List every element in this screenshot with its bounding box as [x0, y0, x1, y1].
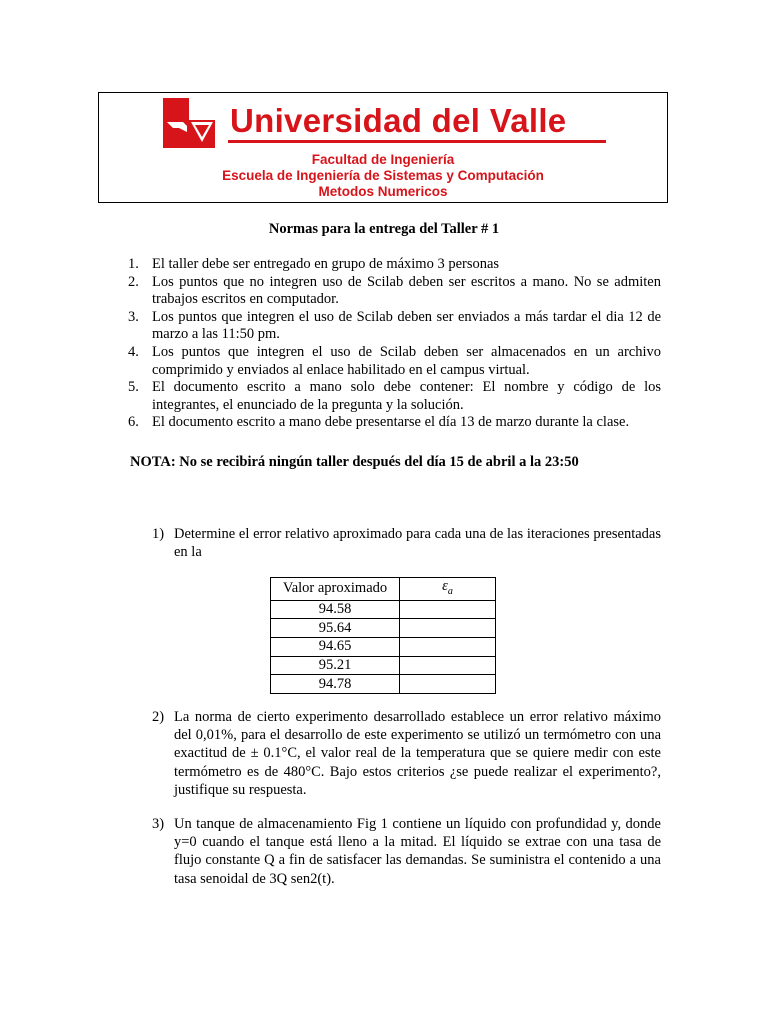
univalle-logo-icon [163, 98, 215, 148]
table-header-row [271, 578, 496, 601]
list-item: 2. Los puntos que no integren uso de Scilab deben ser escritos a mano. No se admiten trabajos escritos en computador. [128, 273, 661, 308]
list-item: 3. Los puntos que integren el uso de Scilab deben ser enviados a más tardar el dia 12 de marzo a las 11:50 pm. [128, 308, 661, 343]
question-2: 2) La norma de cierto experimento desarrollado establece un error relativo máximo del 0,01%, para el desarrollo de este experimento se utilizó un termómetro con una exactitud de ± 0.1°C, el valor real de la temperatura que se quiere medir con este termómetro es de 480°C. Bajo estos criterios ¿se puede realizar el experimento?, justifique su respuesta. [152, 709, 661, 798]
table-row: 94.58 [271, 600, 496, 619]
list-item: 4. Los puntos que integren el uso de Scilab deben ser almacenados en un archivo comprimido y enviados al enlace habilitado en el campus virtual. [128, 343, 661, 378]
table-row: 95.21 [271, 656, 496, 675]
list-item: 5. El documento escrito a mano solo debe contener: El nombre y código de los integrantes, el enunciado de la pregunta y la solución. [128, 379, 661, 413]
question-3: 3) Un tanque de almacenamiento Fig 1 contiene un líquido con profundidad y, donde y=0 cuando el tanque está lleno a la mitad. El líquido se extrae con una tasa de flujo constante Q a fin de satisfacer las demandas. Se suministra el contenido a una tasa senoidal de 3Q sen2(t). [152, 816, 661, 887]
faculty-name: Facultad de Ingeniería [311, 152, 455, 167]
table-row: 94.65 [271, 638, 496, 657]
list-item: 6. El documento escrito a mano debe presentarse el día 13 de marzo durante la clase. [128, 414, 630, 431]
university-name: Universidad del Valle [230, 102, 567, 139]
question-1: 1) Determine el error relativo aproximado para cada una de las iteraciones presentadas en la [152, 526, 661, 561]
column-header-error: $\varepsilon_a$ [400, 578, 496, 601]
page-title: Normas para la entrega del Taller # 1 [268, 221, 500, 237]
school-name: Escuela de Ingeniería de Sistemas y Computación [222, 168, 544, 183]
column-header-value: Valor aproximado [271, 578, 400, 601]
deadline-note: NOTA: No se recibirá ningún taller después del día 15 de abril a la 23:50 [130, 454, 579, 470]
rules-list [128, 256, 661, 432]
table-row: 94.78 [271, 675, 496, 694]
title-underline [228, 140, 606, 143]
list-item: 1. El taller debe ser entregado en grupo de máximo 3 personas [128, 256, 500, 272]
course-name: Metodos Numericos [318, 184, 448, 199]
letterhead [98, 92, 668, 203]
iterations-table [270, 577, 496, 694]
table-row: 95.64 [271, 619, 496, 638]
